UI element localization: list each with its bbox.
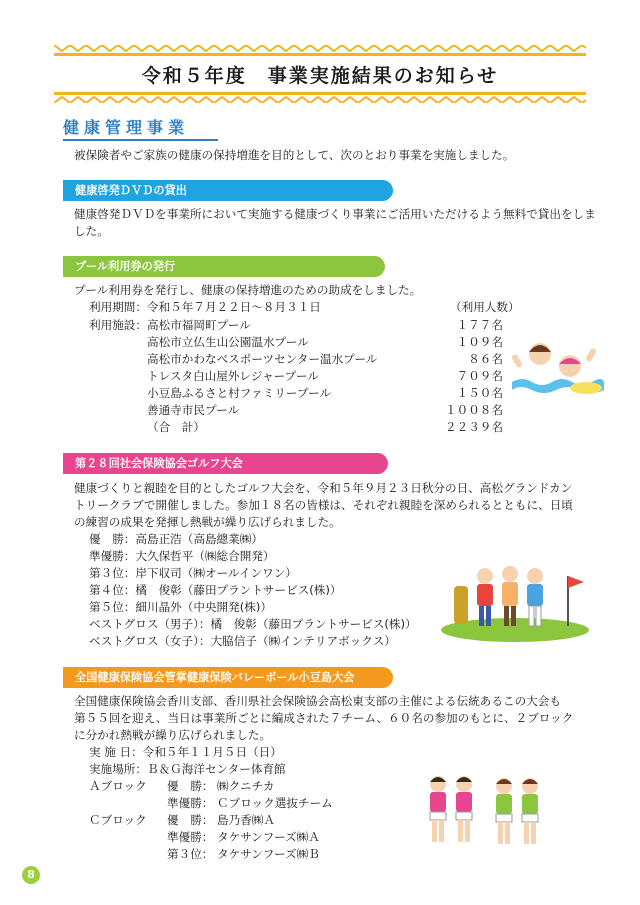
volley-team: タケサンフーズ㈱Ａ [217, 830, 320, 844]
volley-date: 実 施 日：令和５年１１月５日（日） [89, 745, 282, 759]
pool-facility-count: １５０名 [456, 386, 503, 400]
title-banner [54, 45, 586, 103]
page-number: 8 [22, 866, 40, 884]
golf-label: 第２８回社会保険協会ゴルフ大会 [63, 453, 388, 474]
pool-facility-count: １０９名 [456, 335, 503, 349]
pool-label: プール利用券の発行 [63, 256, 385, 277]
pool-total: ２２３９名 [445, 420, 503, 434]
volley-block-name: Ｃブロック [89, 813, 147, 827]
volley-rank: 優 勝： [167, 779, 214, 793]
pool-facility-name: 高松市かわなべスポーツセンター温水プール [147, 352, 378, 366]
pool-facility-name: 小豆島ふるさと村ファミリープール [147, 386, 332, 400]
volley-rank: 準優勝： [167, 830, 214, 844]
volley-text-line: 全国健康保険協会香川支部、香川県社会保険協会高松東支部の主催による伝統あるこの大会も [74, 694, 561, 708]
golf-result: 第５位：細川晶外（中央開発(株)） [89, 600, 272, 614]
pool-facility-count: ７０９名 [456, 369, 503, 383]
volley-text-line: に分かれ熱戦が繰り広げられました。 [74, 728, 272, 742]
dvd-label: 健康啓発ＤＶＤの貸出 [63, 180, 393, 201]
golf-result: 優 勝：高島正浩（高島總業㈱） [89, 532, 263, 546]
volley-rank: 準優勝： [167, 796, 214, 810]
pool-facility-name: 善通寺市民プール [147, 403, 240, 417]
volley-team: タケサンフーズ㈱Ｂ [217, 847, 320, 861]
section-rule [63, 139, 218, 141]
golf-result: ベストグロス（女子）：大脇信子（㈱インテリアボックス） [89, 634, 396, 648]
volley-rank: 第３位： [167, 847, 214, 861]
page-title: 令和５年度 事業実施結果のお知らせ [141, 65, 499, 87]
section-heading: 健康管理事業 [63, 118, 190, 137]
swimmers-illustration-icon [510, 332, 605, 404]
golf-text-line: 健康づくりと親睦を目的としたゴルフ大会を、令和５年９月２３日秋分の日、高松グランドカン [74, 481, 573, 495]
pool-users-header: （利用人数） [450, 300, 520, 314]
golf-text-line: の練習の成果を発揮し熱戦が繰り広げられました。 [74, 515, 341, 529]
pool-intro: プール利用券を発行し、健康の保持増進のための助成をしました。 [74, 283, 422, 297]
volleyball-players-illustration-icon [424, 772, 554, 854]
volley-rank: 優 勝： [167, 813, 214, 827]
golf-result: ベストグロス（男子）：橘 俊彰（藤田プラントサービス(株)） [89, 617, 417, 631]
pool-facility-count: １００８名 [445, 403, 503, 417]
pool-facility-count: ８６名 [468, 352, 503, 366]
volley-team: Ｃブロック選抜チーム [217, 796, 333, 810]
pool-total-label: （合 計） [147, 420, 205, 434]
golf-result: 第４位：橘 俊彰（藤田プラントサービス(株)） [89, 583, 342, 597]
golf-result: 第３位：岸下収司（㈱オールインワン） [89, 566, 297, 580]
golf-description [74, 480, 614, 531]
volley-team: 島乃香㈱Ａ [217, 813, 275, 827]
pool-facility-name: トレスタ白山屋外レジャープール [147, 369, 319, 383]
pool-facility-count: １７７名 [456, 318, 503, 332]
pool-period: 利用期間：令和５年７月２２日～８月３１日 [89, 300, 321, 314]
pool-facility-name: 高松市立仏生山公園温水プール [147, 335, 309, 349]
pool-facilities-label: 利用施設： [89, 318, 147, 332]
golfers-illustration-icon [440, 556, 590, 642]
volley-label: 全国健康保険協会管掌健康保険バレーボール小豆島大会 [63, 667, 393, 688]
volley-description [74, 693, 614, 744]
volley-text-line: 第５５回を迎え、当日は事業所ごとに編成された７チーム、６０名の参加のもとに、２ブロック [74, 711, 574, 725]
volley-block-name: Ａブロック [89, 779, 147, 793]
section-intro: 被保険者やご家族の健康の保持増進を目的として、次のとおり事業を実施しました。 [74, 148, 515, 162]
golf-text-line: トリークラブで開催しました。参加１８名の皆様は、それぞれ親睦を深められるとともに、日頃 [74, 498, 573, 512]
dvd-text: 健康啓発ＤＶＤを事業所において実施する健康づくり事業にご活用いただけるよう無料で貸出をしました。 [74, 207, 596, 238]
volley-team: ㈱クニチカ [217, 779, 275, 793]
golf-result: 準優勝：大久保哲平（㈱総合開発） [89, 549, 275, 563]
volley-place: 実施場所：Ｂ＆Ｇ海洋センター体育館 [89, 762, 286, 776]
pool-facility-name: 高松市福岡町プール [147, 318, 251, 332]
